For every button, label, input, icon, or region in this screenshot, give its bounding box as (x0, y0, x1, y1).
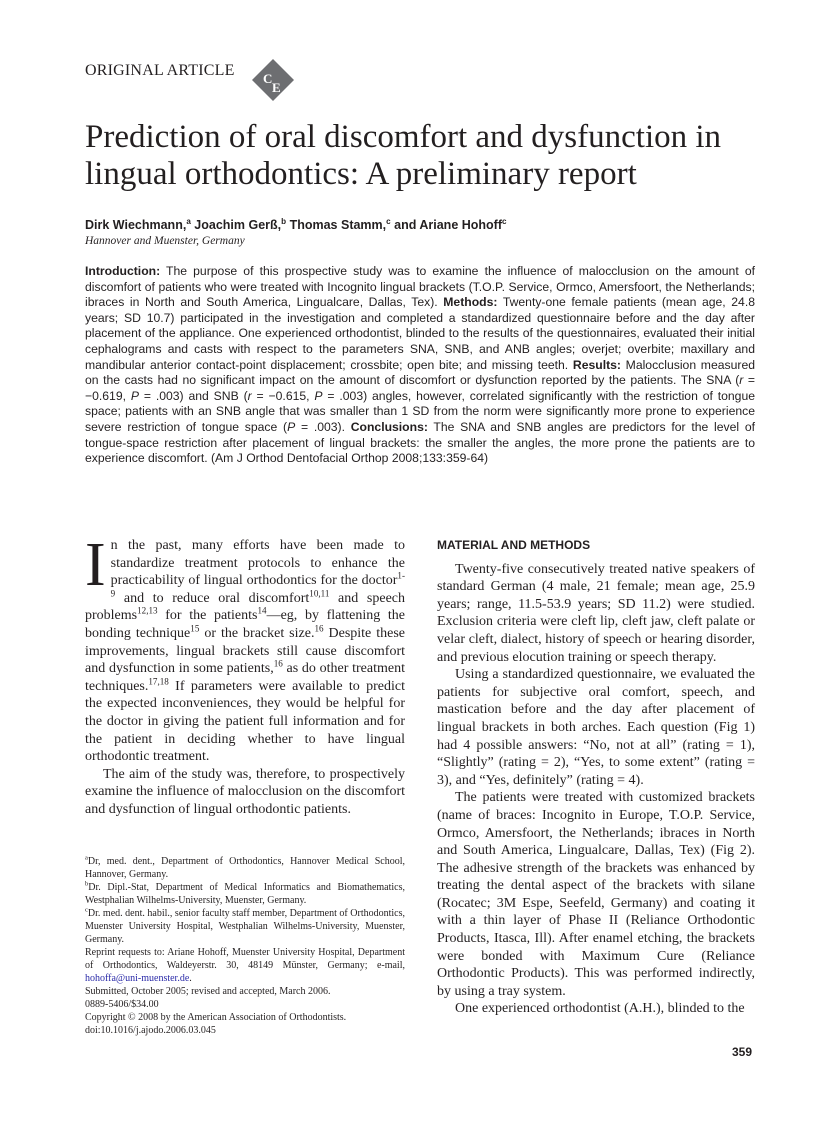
right-column (437, 537, 755, 1018)
footnotes (85, 855, 405, 1037)
text-segment: The SNA and SNB angles are predictors for the level of tongue-space restriction after placement of lingual brackets: the smaller the angles, the more prone the patients are to experience discomfort. (Am J Orthod Dentofacial Orthop 2008;133:359-64) (85, 419, 755, 466)
text-segment: for the patients (157, 608, 258, 624)
svg-text:C: C (263, 71, 273, 86)
text-segment: Using a standardized questionnaire, we evaluated the patients for subjective oral comfort, speech, and mastication before and the day after placement of lingual brackets in both arches. Each question (Fig 1) had 4 possible answers: “No, not at all” (rating = 1), “Slightly” (rating = 2), “Yes, to some extent” (rating = 3), and “Yes, definitely” (rating = 4). (437, 667, 755, 788)
text-segment: as do other treatment techniques. (85, 661, 405, 694)
doi-note (85, 1024, 405, 1037)
superscript: c (85, 906, 88, 914)
left-column (85, 531, 406, 819)
superscript: b (85, 880, 89, 888)
text-segment: Dirk Wiechmann, (85, 218, 187, 232)
svg-text:E: E (272, 80, 281, 95)
issn-note (85, 998, 405, 1011)
superscript: 12,13 (137, 605, 158, 616)
paragraph (437, 789, 755, 1000)
ce-logo-icon (252, 59, 294, 101)
text-segment: Conclusions: (350, 419, 428, 434)
text-segment: P (287, 419, 296, 434)
author-affiliation: Hannover and Muenster, Germany (85, 235, 245, 247)
paragraph (437, 1000, 755, 1018)
text-segment: n the past, many efforts have been made to standardize treatment protocols to enhance the practicability of lingual orthodontics for the doctor (110, 538, 405, 589)
text-segment: Twenty-five consecutively treated native speakers of standard German (4 male, 21 female; mean age, 25.9 years; range, 11.5-53.9 years; SD 11.2) were studied. Exclusion criteria were cleft lip, cleft jaw, cleft palate or velar cleft, dialect, history of speech or hearing disorder, and previous elocution training or speech therapy. (437, 561, 755, 665)
footnote (85, 881, 405, 907)
text-segment: P (314, 388, 323, 403)
text-segment: = .003) angles, however, correlated significantly with the restriction of tongue space; patients with an SNB angle that was smaller than 1 SD from the norm were significantly more prone to experience severe restriction of tongue space ( (85, 388, 756, 434)
superscript: 15 (190, 623, 200, 634)
text-segment: The patients were treated with customized brackets (name of braces: Incognito in Europe, T.O.P. Service, Ormco, Amersfoort, the Netherlands; ibraces in North and South America, Lingualcare, Dallas, Tex) (Fig 2). The adhesive strength of the brackets was enhanced by treating the dental aspect of the brackets with silane (Rocatec; 3M Espe, Seefeld, Germany) and coating it with a thin layer of Phase II (Reliance Orthodontic Products, Itasca, Ill). After enamel etching, the brackets were bonded with Maximum Cure (Reliance Orthodontic Products). This was performed indirectly, by using a tray system. (437, 790, 755, 999)
text-segment: Thomas Stamm, (286, 218, 387, 232)
text-segment: Joachim Gerß, (190, 218, 282, 232)
text-segment: The purpose of this prospective study was to examine the influence of malocclusion on the amount of discomfort of patients who were treated with Incognito lingual brackets (T.O.P. Service, Ormco, Amersfoort, the Netherlands; ibraces in North and South America, Lingualcare, Dallas, Tex). (85, 264, 755, 310)
article-type-label: ORIGINAL ARTICLE (85, 62, 235, 79)
text-segment: Dr. med. dent. habil., senior faculty staff member, Department of Orthodontics, Muenster University Hospital, Westphalian Wilhelms-University, Muenster, Germany. (85, 908, 405, 945)
text-segment: and Ariane Hohoff (390, 218, 502, 232)
text-segment: One experienced orthodontist (A.H.), blinded to the (455, 1001, 745, 1017)
superscript: a (85, 854, 88, 862)
reprint-note (85, 946, 405, 985)
abstract (85, 264, 755, 467)
text-segment: The aim of the study was, therefore, to prospectively examine the influence of malocclusion on the discomfort and dysfunction of lingual orthodontic patients. (85, 766, 405, 817)
superscript: a (186, 216, 191, 226)
text-segment: and to reduce oral discomfort (115, 590, 310, 606)
text-segment: Copyright © 2008 by the American Association of Orthodontists. (85, 1012, 347, 1023)
text-segment: Reprint requests to: Ariane Hohoff, Muenster University Hospital, Department of Orthodontics, Waldeyerstr. 30, 48149 Münster, Germany; e-mail, (85, 947, 405, 971)
text-segment: Submitted, October 2005; revised and accepted, March 2006. (85, 986, 331, 997)
text-segment: Results: (572, 357, 621, 372)
text-segment: = .003) and SNB ( (139, 388, 248, 403)
paragraph (437, 666, 755, 789)
text-segment: If parameters were available to predict the expected inconveniences, they would be helpful for the doctor in giving the patient full information and for the patient in deciding whether to have lingual orthodontic treatment. (85, 678, 405, 765)
text-segment: r (739, 373, 744, 388)
author-list (85, 218, 507, 232)
superscript: 10,11 (309, 588, 330, 599)
text-segment: Introduction: (85, 264, 161, 278)
text-segment: and speech problems (85, 590, 406, 624)
text-segment: = −0.615, (251, 388, 315, 403)
text-segment: P (130, 388, 139, 403)
superscript: 1-9 (110, 570, 405, 599)
text-segment: Despite these improvements, lingual brackets still cause discomfort and dysfunction in some patients, (85, 625, 406, 677)
drop-cap: I (85, 531, 106, 599)
email-link[interactable]: hohoffa@uni-muenster.de (85, 973, 190, 984)
superscript: 17,18 (148, 676, 169, 687)
superscript: 14 (257, 605, 267, 616)
text-segment: Malocclusion measured on the casts had no significant impact on the amount of discomfort or dysfunction reported by the patients. The SNA ( (85, 357, 755, 388)
superscript: 16 (273, 658, 283, 669)
section-heading: MATERIAL AND METHODS (437, 538, 591, 552)
page-number: 359 (732, 1045, 753, 1059)
text-segment: —eg, by flattening the bonding technique (85, 608, 405, 641)
text-segment: r (247, 388, 252, 403)
footnote (85, 907, 405, 946)
text-segment: Methods: (443, 295, 498, 310)
text-segment: or the bracket size. (199, 625, 315, 641)
superscript: c (502, 216, 507, 226)
paragraph-text (85, 531, 406, 765)
footnote (85, 855, 405, 881)
text-segment: Dr. Dipl.-Stat, Department of Medical Informatics and Biomathematics, Westphalian Wilhelms-University, Muenster, Germany. (85, 882, 405, 906)
text-segment: doi:10.1016/j.ajodo.2006.03.045 (85, 1025, 216, 1036)
text-segment: = .003). (295, 419, 351, 434)
superscript: 16 (314, 623, 324, 634)
text-segment: . (189, 973, 192, 984)
text-segment: = −0.619, (85, 373, 755, 403)
text-segment: Twenty-one female patients (mean age, 24.8 years; SD 10.7) participated in the investigation and completed a standardized questionnaire before and the day after placement of the appliance. One experienced orthodontist, blinded to the results of the questionnaires, evaluated their initial cephalograms and casts with respect to the parameters SNA, SNB, and ANB angles; overjet; overbite; maxillary and mandibular anterior contact-point displacement; crossbite; open bite; and missing teeth. (85, 295, 755, 372)
text-segment: Dr, med. dent., Department of Orthodontics, Hannover Medical School, Hannover, Germany. (85, 856, 405, 880)
superscript: c (386, 216, 391, 226)
superscript: b (281, 216, 287, 226)
aim-paragraph (85, 766, 405, 819)
copyright-note (85, 1011, 405, 1024)
text-segment: 0889-5406/$34.00 (85, 999, 159, 1010)
article-title: Prediction of oral discomfort and dysfunction in lingual orthodontics: A preliminary report (85, 119, 722, 192)
submission-note (85, 985, 405, 998)
paragraph (437, 561, 755, 667)
intro-paragraph (85, 531, 406, 766)
